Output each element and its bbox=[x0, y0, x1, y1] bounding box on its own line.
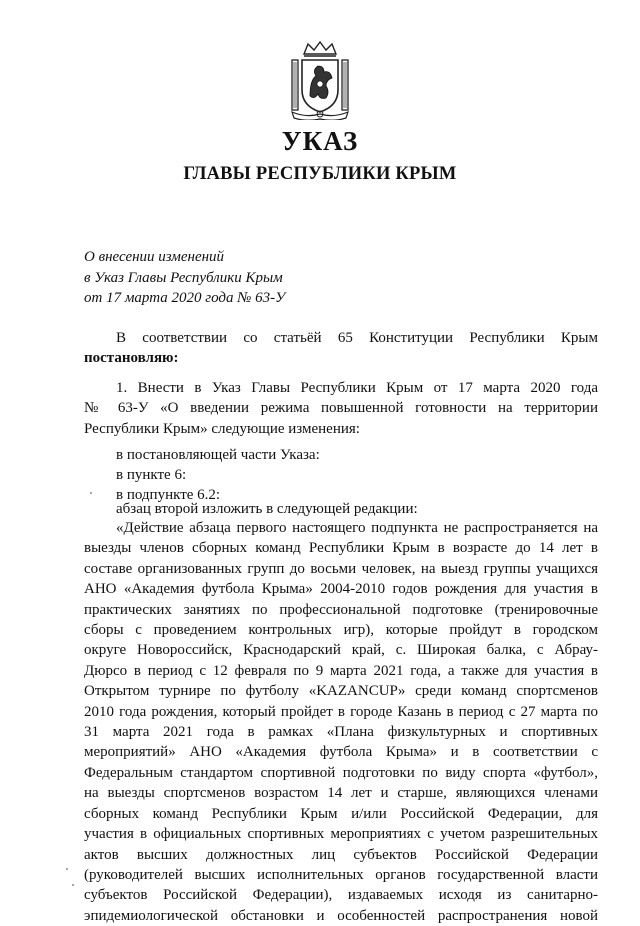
document-title: УКАЗ bbox=[281, 126, 359, 156]
amendment-line: эпидемиологической обстановки и особенностей распространения новой bbox=[84, 907, 598, 924]
amendment-line: (руководителей высших исполнительных органов государственной власти bbox=[84, 866, 598, 883]
amendment-line: составе организованных групп до восьми человек, на выезд группы учащихся bbox=[84, 560, 598, 577]
amendment-line: Федеральным стандартом спортивной подготовки по виду спорта «футбол», bbox=[84, 764, 598, 781]
preamble-text: В соответствии со статьёй 65 Конституции Республики Крым bbox=[116, 330, 598, 346]
change-line: абзац второй изложить в следующей редакции: bbox=[116, 501, 418, 517]
amendment-line: 31 марта 2021 года в рамках «Плана физкультурных и спортивных bbox=[84, 724, 598, 741]
amendment-line: 2010 года рождения, который пройдет в городе Казань в период с 27 марта по bbox=[84, 703, 598, 720]
subject-line: в Указ Главы Республики Крым bbox=[84, 269, 283, 286]
item-1 bbox=[84, 378, 598, 439]
amendment-line: мероприятий» АНО «Академия футбола Крыма» и в соответствии с bbox=[84, 744, 598, 761]
change-line: в пункте 6: bbox=[116, 467, 187, 483]
document-subtitle: ГЛАВЫ РЕСПУБЛИКИ КРЫМ bbox=[183, 164, 457, 184]
amendment-line: сборы с проведением контрольных игр), которые пройдут в городском bbox=[84, 622, 598, 639]
amendment-line: Дюрсо в период с 12 февраля по 9 марта 2021 года, а также для участия в bbox=[84, 662, 598, 679]
change-line: в постановляющей части Указа: bbox=[116, 447, 320, 463]
amendment-line: «Действие абзаца первого настоящего подпункта не распространяется на bbox=[116, 520, 598, 536]
preamble bbox=[84, 328, 598, 369]
item-1-line: 1. Внести в Указ Главы Республики Крым от 17 марта 2020 года bbox=[116, 380, 598, 396]
amendment-line: актов высших должностных лиц субъектов Российской Федерации bbox=[84, 846, 598, 863]
amendment-line: участия в официальных спортивных мероприятиях с учетом разрешительных bbox=[84, 826, 598, 843]
decree-subject bbox=[84, 247, 285, 309]
scan-speck bbox=[90, 492, 92, 494]
scan-speck bbox=[66, 868, 68, 870]
scan-speck bbox=[72, 884, 74, 886]
amendment-line: округе Новороссийск, Краснодарский край, с. Широкая балка, с Абрау- bbox=[84, 642, 598, 659]
amendment-line: выезды членов сборных команд Республики Крым в возрасте до 14 лет в bbox=[84, 540, 598, 557]
amendment-line: субъектов Российской Федерации), издаваемых исходя из санитарно- bbox=[84, 887, 598, 904]
item-1-line: Республики Крым» следующие изменения: bbox=[84, 420, 360, 437]
decree-word: постановляю: bbox=[84, 350, 179, 367]
amendment-line: Открытом турнире по футболу «KAZANCUP» среди команд спортсменов bbox=[84, 683, 598, 700]
crimea-coat-of-arms-icon bbox=[286, 40, 354, 120]
amendment-line: сборных команд Республики Крым и/или Российской Федерации, для bbox=[84, 805, 598, 822]
amendment-line: АНО «Академия футбола Крыма» 2004-2010 годов рождения для участия в bbox=[84, 581, 598, 598]
subject-line: О внесении изменений bbox=[84, 249, 225, 265]
amendment-text bbox=[84, 518, 598, 926]
amendment-line: на выезды спортсменов возрастом 14 лет и старше, являющихся членами bbox=[84, 785, 598, 802]
amendment-line: практических занятиях по профессиональной подготовке (тренировочные bbox=[84, 601, 598, 618]
change-line: в подпункте 6.2: bbox=[116, 487, 221, 503]
subject-line: от 17 марта 2020 года № 63-У bbox=[84, 290, 286, 306]
item-1-line: № 63-У «О введении режима повышенной готовности на территории bbox=[84, 400, 598, 417]
